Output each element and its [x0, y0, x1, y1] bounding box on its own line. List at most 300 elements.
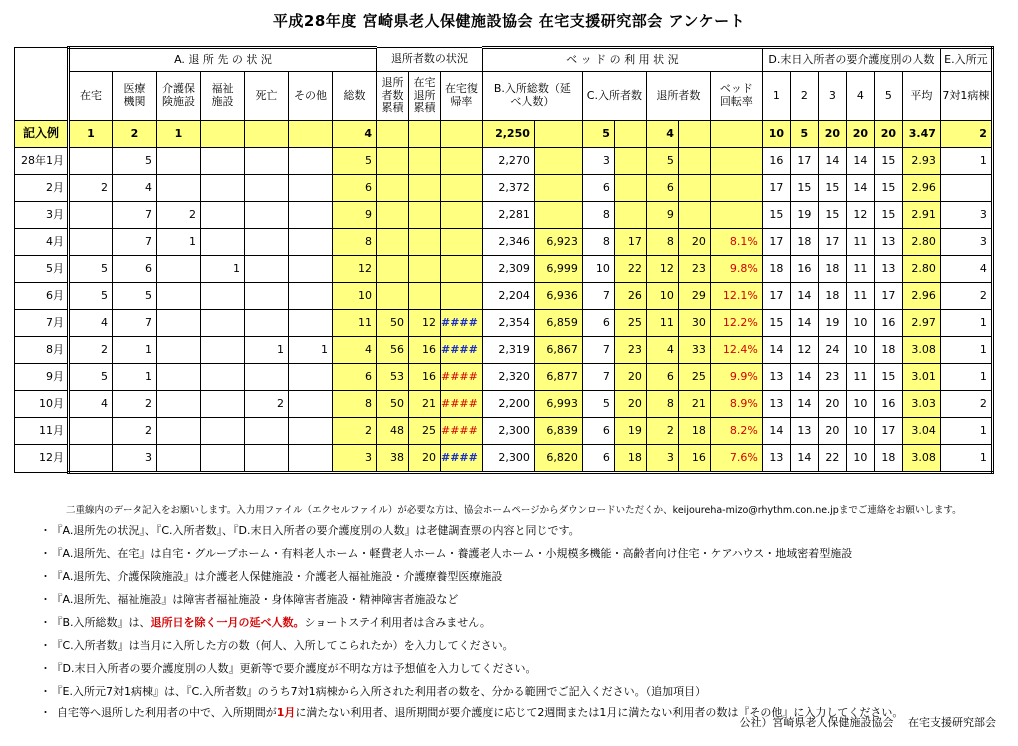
cell-d4[interactable]: 11: [846, 364, 874, 391]
cell-t: 10: [646, 283, 678, 310]
cell-b2: 6,999: [534, 256, 582, 283]
cell-d3[interactable]: 15: [818, 202, 846, 229]
cell-heikin: 2.80: [902, 256, 940, 283]
cell-tr: 53: [377, 364, 409, 391]
cell-d1[interactable]: 13: [762, 364, 790, 391]
cell-zaitaku[interactable]: [69, 229, 113, 256]
cell-d3[interactable]: 20: [818, 418, 846, 445]
cell-fukushi[interactable]: [201, 175, 245, 202]
cell-iryo[interactable]: 6: [113, 256, 157, 283]
cell-kaiten: 12.2%: [710, 310, 762, 337]
cell-sosu: 8: [333, 229, 377, 256]
cell-tr: [377, 229, 409, 256]
cell-kaigo[interactable]: [157, 391, 201, 418]
cell-zaitaku[interactable]: 5: [69, 283, 113, 310]
month-label: 8月: [15, 337, 69, 364]
cell-zr: [409, 175, 441, 202]
cell-d5[interactable]: 16: [874, 310, 902, 337]
cell-zaitaku[interactable]: [69, 148, 113, 175]
cell-shibo[interactable]: [245, 229, 289, 256]
cell[interactable]: 1: [69, 121, 113, 148]
cell-c2: 26: [614, 283, 646, 310]
cell-zr: [409, 283, 441, 310]
table-row: [15, 148, 993, 175]
cell-kaigo[interactable]: [157, 310, 201, 337]
cell-e[interactable]: 3: [940, 229, 992, 256]
cell-d4[interactable]: 14: [846, 148, 874, 175]
cell-b[interactable]: 2,270: [482, 148, 534, 175]
cell-heikin: 2.96: [902, 175, 940, 202]
cell-kaiten: 9.9%: [710, 364, 762, 391]
cell-kaigo[interactable]: [157, 256, 201, 283]
cell-d2[interactable]: 12: [790, 337, 818, 364]
cell-d4[interactable]: 11: [846, 256, 874, 283]
cell[interactable]: 10: [762, 121, 790, 148]
cell-e[interactable]: 3: [940, 202, 992, 229]
cell-t2: 23: [678, 256, 710, 283]
header-taisho: 退所者数: [646, 72, 710, 121]
cell-d3[interactable]: 22: [818, 445, 846, 473]
month-label: 7月: [15, 310, 69, 337]
month-label: 28年1月: [15, 148, 69, 175]
month-label: 6月: [15, 283, 69, 310]
cell-c[interactable]: 7: [582, 364, 614, 391]
cell-d2[interactable]: 16: [790, 256, 818, 283]
cell-c[interactable]: 6: [582, 418, 614, 445]
cell-kaiten: 9.8%: [710, 256, 762, 283]
header-fukki: 在宅復帰率: [441, 72, 483, 121]
cell-c[interactable]: 6: [582, 310, 614, 337]
cell-t2: 20: [678, 229, 710, 256]
cell-t2: 18: [678, 418, 710, 445]
cell-iryo[interactable]: 7: [113, 202, 157, 229]
cell-d1[interactable]: 18: [762, 256, 790, 283]
cell-heikin: 3.08: [902, 445, 940, 473]
cell-t2: [678, 148, 710, 175]
cell-d1[interactable]: 13: [762, 391, 790, 418]
cell-tr: [377, 148, 409, 175]
cell-iryo[interactable]: 1: [113, 337, 157, 364]
cell-c2: 25: [614, 310, 646, 337]
cell-d1[interactable]: 17: [762, 229, 790, 256]
cell-d4[interactable]: 11: [846, 283, 874, 310]
header-zaitaku: 在宅: [69, 72, 113, 121]
cell-b[interactable]: 2,372: [482, 175, 534, 202]
cell-b[interactable]: 2,204: [482, 283, 534, 310]
cell-c[interactable]: 7: [582, 337, 614, 364]
page-title: 平成28年度 宮崎県老人保健施設協会 在宅支援研究部会 アンケート: [272, 12, 746, 30]
note-item: ・ 『D.末日入所者の要介護度別の人数』更新等で要介護度が不明な方は予想値を入力してください。: [40, 662, 537, 675]
cell[interactable]: 20: [846, 121, 874, 148]
cell-b2: 6,867: [534, 337, 582, 364]
cell[interactable]: 20: [874, 121, 902, 148]
cell-t2: [678, 202, 710, 229]
organization-footer: 公社）宮崎県老人保健施設協会 在宅支援研究部会: [739, 716, 996, 729]
table-row: [15, 391, 993, 418]
cell-iryo[interactable]: 5: [113, 283, 157, 310]
cell-zr: [409, 202, 441, 229]
cell-shibo[interactable]: [245, 175, 289, 202]
cell-zaitaku[interactable]: [69, 445, 113, 473]
cell-heikin: 2.80: [902, 229, 940, 256]
header-group-d: D.末日入所者の要介護度別の人数: [762, 48, 940, 72]
header-d4: 4: [846, 72, 874, 121]
cell-c[interactable]: 3: [582, 148, 614, 175]
cell-c[interactable]: 6: [582, 175, 614, 202]
cell-d2[interactable]: 14: [790, 445, 818, 473]
cell-fukushi[interactable]: [201, 418, 245, 445]
cell-b[interactable]: 2,300: [482, 418, 534, 445]
cell-iryo[interactable]: 4: [113, 175, 157, 202]
cell-d3[interactable]: 24: [818, 337, 846, 364]
cell-b2: 6,859: [534, 310, 582, 337]
month-label: 2月: [15, 175, 69, 202]
cell[interactable]: [201, 121, 245, 148]
cell[interactable]: [245, 121, 289, 148]
cell-t: 5: [646, 148, 678, 175]
cell-sosu: 11: [333, 310, 377, 337]
cell-d5[interactable]: 15: [874, 364, 902, 391]
cell-c2: 20: [614, 391, 646, 418]
example-label: 記入例: [15, 121, 69, 148]
cell-e[interactable]: [940, 175, 992, 202]
cell-kaigo[interactable]: [157, 364, 201, 391]
cell[interactable]: 2,250: [482, 121, 534, 148]
cell-b[interactable]: 2,319: [482, 337, 534, 364]
header-taisho-ruiseki: 退所者数累積: [377, 72, 409, 121]
cell-d1[interactable]: 17: [762, 175, 790, 202]
cell-c2: 23: [614, 337, 646, 364]
cell-d5[interactable]: 18: [874, 445, 902, 473]
cell-e[interactable]: 4: [940, 256, 992, 283]
cell-kaigo[interactable]: [157, 283, 201, 310]
cell-zaitaku[interactable]: 4: [69, 310, 113, 337]
header-kaiten: ベッド回転率: [710, 72, 762, 121]
cell-b[interactable]: 2,354: [482, 310, 534, 337]
cell-d3[interactable]: 18: [818, 256, 846, 283]
cell-d1[interactable]: 16: [762, 148, 790, 175]
cell-t: 11: [646, 310, 678, 337]
cell-t2: 30: [678, 310, 710, 337]
cell-d4[interactable]: 10: [846, 310, 874, 337]
cell-d5[interactable]: 15: [874, 175, 902, 202]
cell-e[interactable]: 1: [940, 148, 992, 175]
cell-t: 2: [646, 418, 678, 445]
cell-d5[interactable]: 13: [874, 256, 902, 283]
cell-d4[interactable]: 11: [846, 229, 874, 256]
cell-kaigo[interactable]: 2: [157, 202, 201, 229]
note-item: ・ 『A.退所先の状況』、『C.入所者数』、『D.末日入所者の要介護度別の人数』は老健調査票の内容と同じです。: [40, 524, 580, 537]
cell-kaiten: [710, 202, 762, 229]
note-item: ・ 『A.退所先、在宅』は自宅・グループホーム・有料老人ホーム・軽費老人ホーム・養護老人ホーム・小規模多機能・高齢者向け住宅・ケアハウス・地域密着型施設: [40, 547, 853, 560]
cell-b2: [534, 202, 582, 229]
cell-iryo[interactable]: 2: [113, 418, 157, 445]
cell-fukki: [441, 202, 483, 229]
cell-kaiten: 12.4%: [710, 337, 762, 364]
cell[interactable]: 1: [157, 121, 201, 148]
cell-kaiten: [710, 175, 762, 202]
cell-b2: 6,993: [534, 391, 582, 418]
cell-fukushi[interactable]: [201, 202, 245, 229]
cell-e[interactable]: 1: [940, 364, 992, 391]
cell-b2: [534, 148, 582, 175]
cell-d3[interactable]: 23: [818, 364, 846, 391]
cell-fukushi[interactable]: [201, 364, 245, 391]
table-row: [15, 229, 993, 256]
cell-kaigo[interactable]: [157, 148, 201, 175]
cell-e[interactable]: 1: [940, 337, 992, 364]
cell-d4[interactable]: 12: [846, 202, 874, 229]
cell-zr: 16: [409, 337, 441, 364]
cell-c[interactable]: 5: [582, 391, 614, 418]
header-group-taisho: 退所者数の状況: [377, 48, 483, 72]
cell[interactable]: 20: [818, 121, 846, 148]
cell-c[interactable]: 6: [582, 445, 614, 473]
header-group-e: E.入所元: [940, 48, 992, 72]
cell-sonota[interactable]: [289, 202, 333, 229]
cell-fukki: ####: [441, 364, 483, 391]
cell-d1[interactable]: 17: [762, 283, 790, 310]
cell-zaitaku[interactable]: 5: [69, 256, 113, 283]
cell: 4: [646, 121, 678, 148]
header-kaigo: 介護保険施設: [157, 72, 201, 121]
cell-d3[interactable]: 18: [818, 283, 846, 310]
cell-d5[interactable]: 17: [874, 418, 902, 445]
cell-sonota[interactable]: 1: [289, 337, 333, 364]
cell-zaitaku[interactable]: 2: [69, 337, 113, 364]
cell-d2[interactable]: 18: [790, 229, 818, 256]
cell-d3[interactable]: 19: [818, 310, 846, 337]
cell-c[interactable]: 8: [582, 229, 614, 256]
cell-fukushi[interactable]: [201, 445, 245, 473]
cell-c[interactable]: 7: [582, 283, 614, 310]
cell-c2: [614, 148, 646, 175]
cell-shibo[interactable]: [245, 364, 289, 391]
cell-e[interactable]: 2: [940, 391, 992, 418]
cell-sonota[interactable]: [289, 445, 333, 473]
month-label: 10月: [15, 391, 69, 418]
cell-tr: [377, 283, 409, 310]
cell-t: 8: [646, 229, 678, 256]
cell-b[interactable]: 2,300: [482, 445, 534, 473]
cell-d1[interactable]: 15: [762, 202, 790, 229]
table-row: [15, 337, 993, 364]
cell-shibo[interactable]: 1: [245, 337, 289, 364]
cell-b[interactable]: 2,309: [482, 256, 534, 283]
cell-kaigo[interactable]: [157, 337, 201, 364]
cell-fukushi[interactable]: [201, 229, 245, 256]
cell-b[interactable]: 2,320: [482, 364, 534, 391]
cell-c2: [614, 175, 646, 202]
cell-e[interactable]: 2: [940, 283, 992, 310]
cell-d2[interactable]: 14: [790, 391, 818, 418]
cell[interactable]: 5: [582, 121, 614, 148]
cell-sosu: 12: [333, 256, 377, 283]
cell-d2[interactable]: 13: [790, 418, 818, 445]
cell-kaigo[interactable]: [157, 175, 201, 202]
cell: [534, 121, 582, 148]
cell-zaitaku[interactable]: 4: [69, 391, 113, 418]
cell-c[interactable]: 8: [582, 202, 614, 229]
corner-cell: [15, 48, 69, 121]
cell-fukki: ####: [441, 337, 483, 364]
cell-kaiten: 12.1%: [710, 283, 762, 310]
cell-zaitaku[interactable]: 5: [69, 364, 113, 391]
table-row: [15, 175, 993, 202]
cell-sosu: 6: [333, 175, 377, 202]
cell-sonota[interactable]: [289, 256, 333, 283]
cell-e[interactable]: 1: [940, 418, 992, 445]
cell-zaitaku[interactable]: [69, 418, 113, 445]
cell-zaitaku[interactable]: 2: [69, 175, 113, 202]
cell-d2[interactable]: 17: [790, 148, 818, 175]
header-sosu: 総数: [333, 72, 377, 121]
cell-heikin: 2.96: [902, 283, 940, 310]
cell-sosu: 6: [333, 364, 377, 391]
cell-d2[interactable]: 15: [790, 175, 818, 202]
cell-fukki: ####: [441, 445, 483, 473]
cell-d1[interactable]: 13: [762, 445, 790, 473]
cell-b2: 6,820: [534, 445, 582, 473]
cell-fukushi[interactable]: [201, 337, 245, 364]
month-label: 11月: [15, 418, 69, 445]
cell[interactable]: [289, 121, 333, 148]
cell-t: 9: [646, 202, 678, 229]
cell[interactable]: 2: [113, 121, 157, 148]
cell-d2[interactable]: 14: [790, 364, 818, 391]
cell-zr: 20: [409, 445, 441, 473]
cell-t2: 21: [678, 391, 710, 418]
cell-d5[interactable]: 15: [874, 202, 902, 229]
cell-kaigo[interactable]: [157, 445, 201, 473]
header-c: C.入所者数: [582, 72, 646, 121]
cell-iryo[interactable]: 7: [113, 310, 157, 337]
cell-kaiten: 8.1%: [710, 229, 762, 256]
note-item-last: ・ 自宅等へ退所した利用者の中で、入所期間が1月に満たない利用者、退所期間が要介護度に応じて2週間または1月に満たない利用者の数は『その他』に入力してください。: [40, 706, 904, 719]
cell-d4[interactable]: 10: [846, 445, 874, 473]
header-heikin: 平均: [902, 72, 940, 121]
cell-d4[interactable]: 10: [846, 391, 874, 418]
cell-sonota[interactable]: [289, 283, 333, 310]
cell-c2: 17: [614, 229, 646, 256]
cell-fukushi[interactable]: [201, 283, 245, 310]
cell-t: 6: [646, 364, 678, 391]
cell-fukushi[interactable]: [201, 310, 245, 337]
cell-t2: 16: [678, 445, 710, 473]
table-row: [15, 364, 993, 391]
cell-fukki: [441, 256, 483, 283]
cell-d3[interactable]: 20: [818, 391, 846, 418]
cell-shibo[interactable]: [245, 148, 289, 175]
cell-sonota[interactable]: [289, 148, 333, 175]
cell-shibo[interactable]: [245, 202, 289, 229]
cell-kaiten: 8.9%: [710, 391, 762, 418]
cell-b[interactable]: 2,200: [482, 391, 534, 418]
header-iryo: 医療機関: [113, 72, 157, 121]
cell-heikin: 3.08: [902, 337, 940, 364]
cell-iryo[interactable]: 2: [113, 391, 157, 418]
cell-d3[interactable]: 14: [818, 148, 846, 175]
cell-zaitaku[interactable]: [69, 202, 113, 229]
cell-fukushi[interactable]: 1: [201, 256, 245, 283]
cell-kaigo[interactable]: [157, 418, 201, 445]
cell-d2[interactable]: 14: [790, 283, 818, 310]
header-d1: 1: [762, 72, 790, 121]
cell-fukushi[interactable]: [201, 148, 245, 175]
cell-d4[interactable]: 10: [846, 337, 874, 364]
cell-fukushi[interactable]: [201, 391, 245, 418]
cell-d1[interactable]: 14: [762, 337, 790, 364]
cell-e[interactable]: 1: [940, 310, 992, 337]
cell-d5[interactable]: 16: [874, 391, 902, 418]
month-label: 5月: [15, 256, 69, 283]
cell-sonota[interactable]: [289, 391, 333, 418]
cell-iryo[interactable]: 7: [113, 229, 157, 256]
table-row: [15, 445, 993, 473]
cell-shibo[interactable]: 2: [245, 391, 289, 418]
cell-heikin: 2.93: [902, 148, 940, 175]
cell-sonota[interactable]: [289, 418, 333, 445]
cell: [710, 121, 762, 148]
cell-tr: 38: [377, 445, 409, 473]
cell-c2: 22: [614, 256, 646, 283]
cell-d5[interactable]: 17: [874, 283, 902, 310]
month-label: 4月: [15, 229, 69, 256]
cell-sonota[interactable]: [289, 310, 333, 337]
cell-b[interactable]: 2,346: [482, 229, 534, 256]
header-d2: 2: [790, 72, 818, 121]
cell-iryo[interactable]: 3: [113, 445, 157, 473]
cell-shibo[interactable]: [245, 310, 289, 337]
cell-shibo[interactable]: [245, 445, 289, 473]
cell-c2: 18: [614, 445, 646, 473]
cell-d3[interactable]: 15: [818, 175, 846, 202]
cell-c[interactable]: 10: [582, 256, 614, 283]
cell-d4[interactable]: 10: [846, 418, 874, 445]
cell-d5[interactable]: 15: [874, 148, 902, 175]
cell-sosu: 9: [333, 202, 377, 229]
header-sonota: その他: [289, 72, 333, 121]
cell-d5[interactable]: 18: [874, 337, 902, 364]
cell-b[interactable]: 2,281: [482, 202, 534, 229]
cell-e[interactable]: 1: [940, 445, 992, 473]
cell-sonota[interactable]: [289, 229, 333, 256]
cell-zr: 21: [409, 391, 441, 418]
cell: [377, 121, 409, 148]
cell-sonota[interactable]: [289, 364, 333, 391]
cell[interactable]: 2: [940, 121, 992, 148]
cell-d3[interactable]: 17: [818, 229, 846, 256]
cell-fukki: [441, 175, 483, 202]
cell-iryo[interactable]: 5: [113, 148, 157, 175]
cell-shibo[interactable]: [245, 256, 289, 283]
cell-sonota[interactable]: [289, 175, 333, 202]
cell-d2[interactable]: 14: [790, 310, 818, 337]
cell-d1[interactable]: 14: [762, 418, 790, 445]
cell-shibo[interactable]: [245, 418, 289, 445]
cell-d5[interactable]: 13: [874, 229, 902, 256]
cell-zr: [409, 229, 441, 256]
cell-fukki: [441, 283, 483, 310]
cell-shibo[interactable]: [245, 283, 289, 310]
cell-d2[interactable]: 19: [790, 202, 818, 229]
cell-kaigo[interactable]: 1: [157, 229, 201, 256]
cell-d1[interactable]: 15: [762, 310, 790, 337]
cell-iryo[interactable]: 1: [113, 364, 157, 391]
cell-d4[interactable]: 14: [846, 175, 874, 202]
note-item: ・ 『A.退所先、福祉施設』は障害者福祉施設・身体障害者施設・精神障害者施設など: [40, 593, 459, 606]
cell[interactable]: 5: [790, 121, 818, 148]
